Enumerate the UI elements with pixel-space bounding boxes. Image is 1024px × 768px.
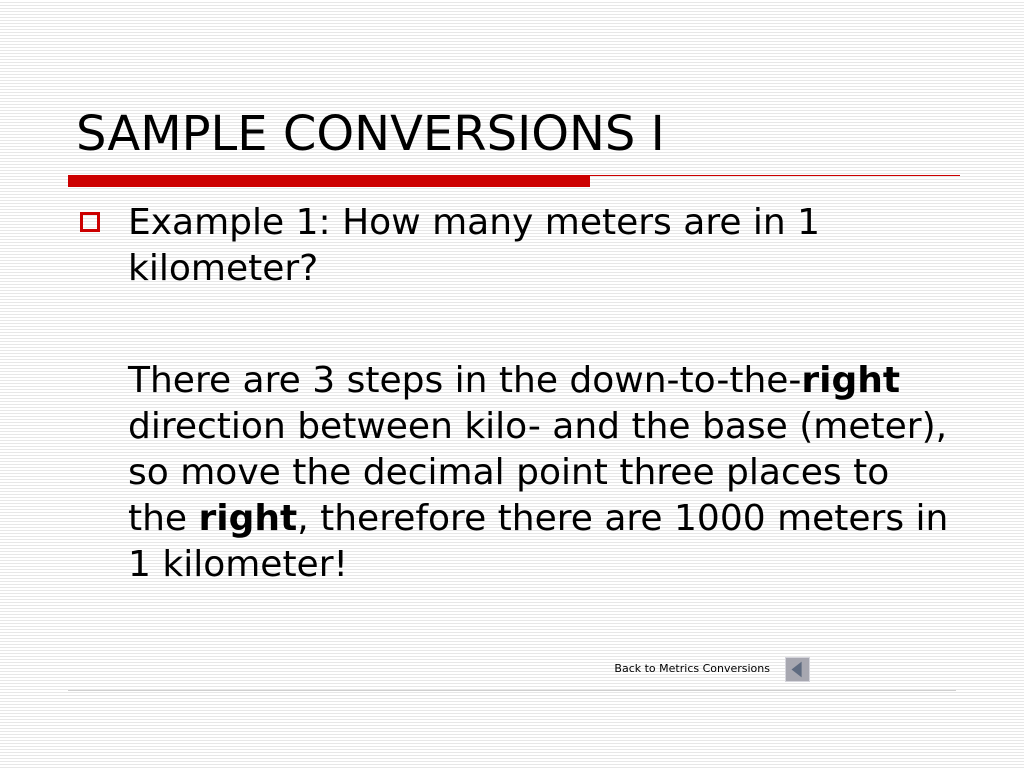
back-button[interactable] [785, 657, 810, 682]
example-question: Example 1: How many meters are in 1 kilometer? [128, 202, 821, 289]
answer-bold-right-1: right [801, 360, 901, 401]
answer-text-3: , therefore there are 1000 meters in 1 kilometer! [128, 498, 949, 585]
back-to-metrics-link[interactable]: Back to Metrics Conversions [614, 662, 770, 675]
example-answer [128, 358, 958, 588]
hollow-square-icon [80, 212, 100, 232]
title-underline-thin [590, 175, 960, 176]
answer-text-1: There are 3 steps in the down-to-the- [128, 360, 802, 401]
title-underline-thick [68, 175, 590, 187]
back-arrow-icon [786, 658, 809, 681]
answer-bold-right-2: right [198, 498, 298, 539]
answer-text-2: direction between kilo- and the base (meter), so move the decimal point three places to the [128, 406, 948, 539]
footer-divider [68, 690, 956, 691]
slide-title: SAMPLE CONVERSIONS I [76, 106, 665, 162]
